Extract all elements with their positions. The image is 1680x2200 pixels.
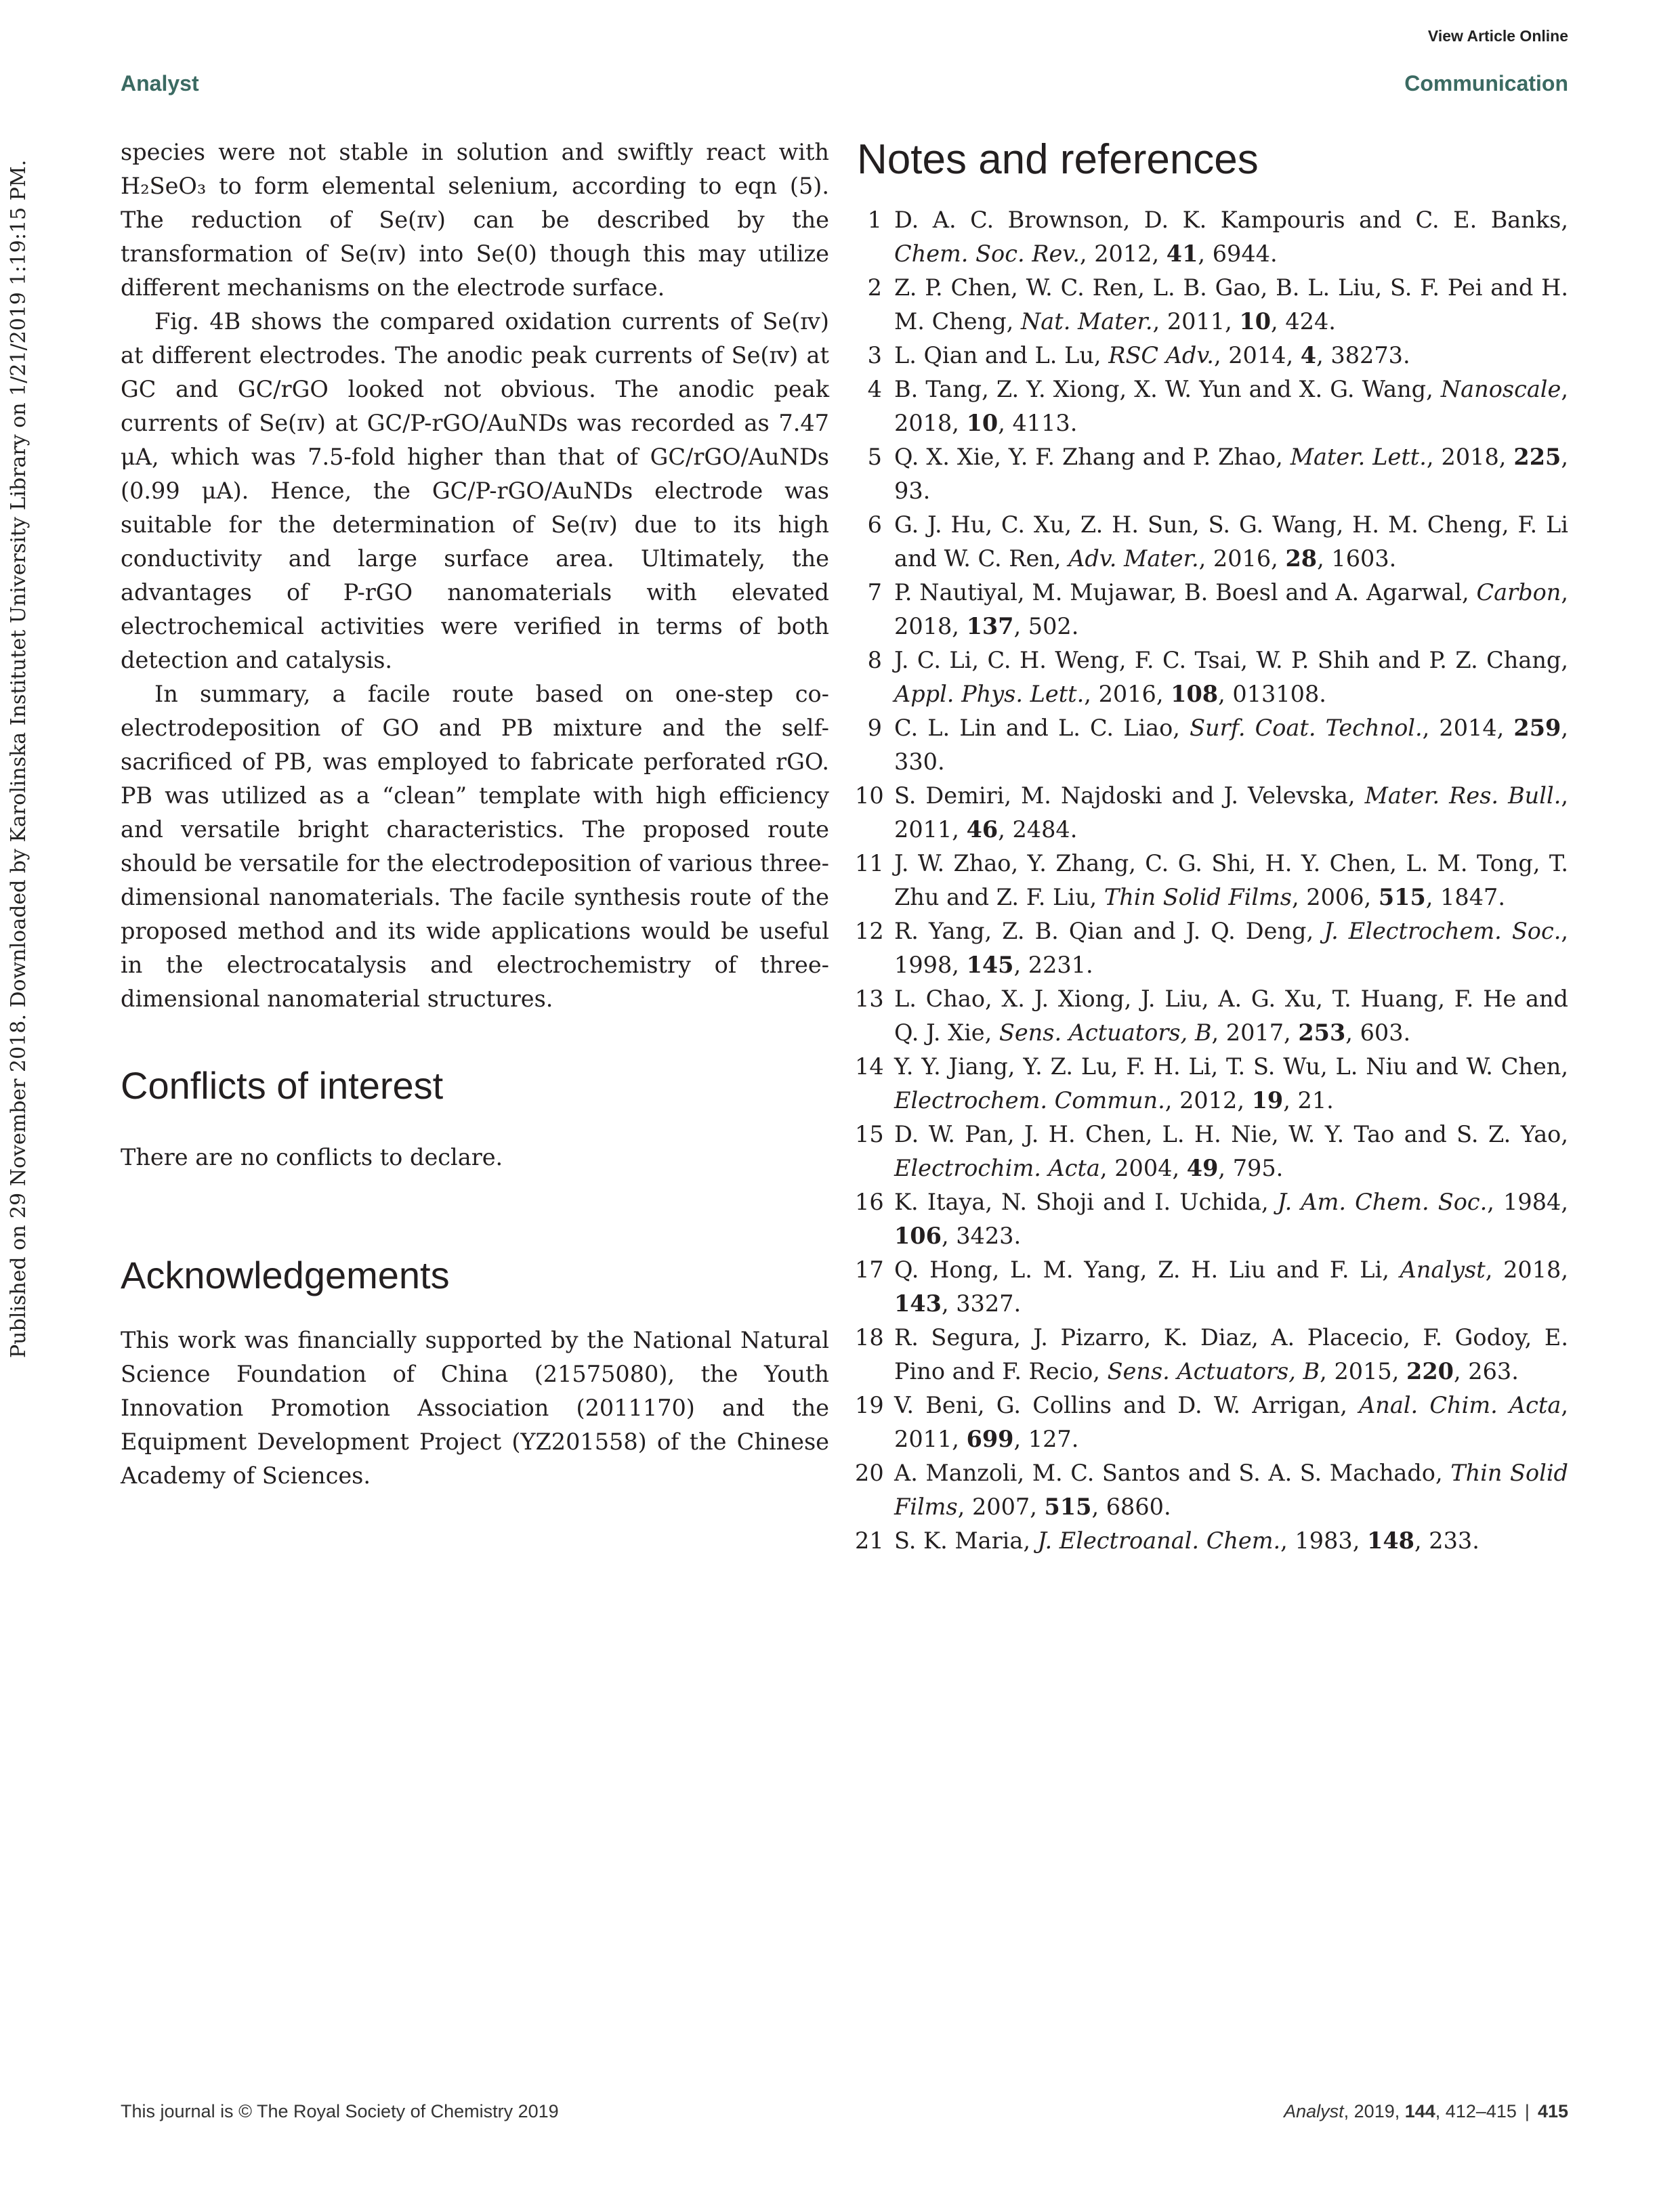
reference-year: , 1983, xyxy=(1280,1527,1368,1554)
reference-authors: Q. X. Xie, Y. F. Zhang and P. Zhao, xyxy=(894,444,1290,470)
reference-volume: 4 xyxy=(1300,342,1317,368)
reference-authors: L. Chao, X. J. Xiong, J. Liu, A. G. Xu, T. Huang, F. He and Q. J. Xie, xyxy=(894,986,1568,1046)
reference-item xyxy=(855,508,1568,576)
reference-number: 8 xyxy=(867,647,882,673)
reference-authors: K. Itaya, N. Shoji and I. Uchida, xyxy=(894,1189,1278,1215)
reference-item xyxy=(855,711,1568,779)
reference-volume: 220 xyxy=(1406,1358,1454,1384)
reference-item xyxy=(855,1524,1568,1558)
view-article-online-link[interactable]: View Article Online xyxy=(1427,27,1568,45)
reference-journal: Nanoscale xyxy=(1440,376,1561,402)
reference-pages: , 127. xyxy=(1013,1426,1079,1452)
reference-number: 12 xyxy=(855,918,884,944)
reference-text xyxy=(894,1189,1568,1249)
reference-text xyxy=(894,715,1568,775)
reference-volume: 143 xyxy=(894,1290,942,1317)
reference-volume: 253 xyxy=(1298,1019,1346,1046)
reference-journal: J. Electroanal. Chem. xyxy=(1037,1527,1281,1554)
reference-pages: , 6944. xyxy=(1198,240,1278,267)
reference-item xyxy=(855,779,1568,847)
footer-separator: | xyxy=(1524,2101,1530,2121)
reference-number: 13 xyxy=(855,986,884,1012)
reference-text xyxy=(894,376,1568,436)
reference-year: , 2011, xyxy=(894,1392,1568,1452)
reference-pages: , 2484. xyxy=(998,816,1078,843)
reference-pages: , 1847. xyxy=(1425,884,1505,910)
reference-item xyxy=(855,643,1568,711)
reference-year: , 2011, xyxy=(894,782,1568,843)
conflicts-text: There are no conflicts to declare. xyxy=(121,1144,503,1170)
reference-year: , 2012, xyxy=(1164,1087,1252,1114)
reference-journal: Chem. Soc. Rev. xyxy=(894,240,1080,267)
reference-journal: J. Electrochem. Soc. xyxy=(1324,918,1561,944)
notes-references-heading: Notes and references xyxy=(857,136,1259,183)
reference-number: 15 xyxy=(855,1121,884,1147)
reference-number: 18 xyxy=(855,1324,884,1351)
reference-journal: Analyst xyxy=(1400,1256,1486,1283)
acknowledgements-heading: Acknowledgements xyxy=(121,1254,450,1296)
reference-authors: S. Demiri, M. Najdoski and J. Velevska, xyxy=(894,782,1365,809)
reference-year: , 2006, xyxy=(1292,884,1379,910)
reference-text xyxy=(894,647,1568,707)
reference-pages: , 21. xyxy=(1283,1087,1334,1114)
reference-year: , 2011, xyxy=(1152,308,1240,335)
footer-pages: , 412–415 xyxy=(1435,2101,1517,2121)
reference-pages: , 603. xyxy=(1345,1019,1411,1046)
reference-item xyxy=(855,1118,1568,1185)
reference-number: 21 xyxy=(855,1527,884,1554)
reference-year: , 2012, xyxy=(1079,240,1167,267)
page-number: 415 xyxy=(1537,2101,1568,2121)
reference-year: , 2004, xyxy=(1099,1155,1187,1181)
reference-journal: Nat. Mater. xyxy=(1020,308,1153,335)
reference-authors: D. W. Pan, J. H. Chen, L. H. Nie, W. Y. Tao and S. Z. Yao, xyxy=(894,1121,1568,1147)
reference-volume: 46 xyxy=(966,816,999,843)
reference-journal: Appl. Phys. Lett. xyxy=(894,681,1085,707)
reference-authors: S. K. Maria, xyxy=(894,1527,1038,1554)
reference-journal: Electrochim. Acta xyxy=(894,1155,1100,1181)
footer-year: , 2019, xyxy=(1343,2101,1405,2121)
reference-journal: Carbon xyxy=(1476,579,1561,606)
reference-year: , 1998, xyxy=(894,918,1569,978)
reference-number: 6 xyxy=(867,511,882,538)
reference-year: , 2018, xyxy=(1426,444,1514,470)
reference-item xyxy=(855,1185,1568,1253)
reference-number: 5 xyxy=(867,444,882,470)
acknowledgements-text: This work was financially supported by the National Natural Science Foundation of China (21575080), the Youth Innovation Promotion Association (2011170) and the Equipment Development Project (YZ201558) of the Chinese Academy of Sciences. xyxy=(121,1327,829,1489)
reference-authors: G. J. Hu, C. Xu, Z. H. Sun, S. G. Wang, H. M. Cheng, F. Li and W. C. Ren, xyxy=(894,511,1568,572)
reference-authors: P. Nautiyal, M. Mujawar, B. Boesl and A. Agarwal, xyxy=(894,579,1477,606)
reference-year: , 2016, xyxy=(1084,681,1171,707)
reference-year: , 2018, xyxy=(894,376,1568,436)
reference-journal: Mater. Lett. xyxy=(1290,444,1427,470)
reference-item xyxy=(855,373,1568,440)
reference-year: , 2018, xyxy=(1485,1256,1568,1283)
reference-journal: Surf. Coat. Technol. xyxy=(1190,715,1423,741)
reference-text xyxy=(894,1053,1568,1114)
reference-pages: , 1603. xyxy=(1317,545,1397,572)
reference-list xyxy=(855,203,1568,1558)
reference-pages: , 795. xyxy=(1218,1155,1284,1181)
reference-year: , 2015, xyxy=(1320,1358,1407,1384)
reference-number: 10 xyxy=(855,782,884,809)
reference-year: , 2007, xyxy=(957,1494,1045,1520)
reference-number: 1 xyxy=(867,207,882,233)
reference-authors: B. Tang, Z. Y. Xiong, X. W. Yun and X. G. Wang, xyxy=(894,376,1441,402)
reference-year: , 2016, xyxy=(1198,545,1286,572)
footer-citation xyxy=(1284,2101,1568,2122)
reference-number: 14 xyxy=(855,1053,884,1080)
reference-number: 17 xyxy=(855,1256,884,1283)
reference-text xyxy=(894,1256,1568,1317)
footer-volume: 144 xyxy=(1404,2101,1435,2121)
reference-journal: Electrochem. Commun. xyxy=(894,1087,1165,1114)
reference-journal: Adv. Mater. xyxy=(1068,545,1199,572)
reference-authors: Z. P. Chen, W. C. Ren, L. B. Gao, B. L. Liu, S. F. Pei and H. M. Cheng, xyxy=(894,274,1568,335)
reference-pages: , 424. xyxy=(1271,308,1336,335)
reference-year: , 2014, xyxy=(1422,715,1514,741)
reference-pages: , 6860. xyxy=(1091,1494,1171,1520)
reference-text xyxy=(894,511,1568,572)
reference-text xyxy=(894,986,1568,1046)
reference-authors: J. W. Zhao, Y. Zhang, C. G. Shi, H. Y. Chen, L. M. Tong, T. Zhu and Z. F. Liu, xyxy=(894,850,1568,910)
reference-journal: J. Am. Chem. Soc. xyxy=(1277,1189,1488,1215)
body-paragraph: species were not stable in solution and swiftly react with H₂SeO₃ to form elemental selenium, according to eqn (5). The reduction of Se(ɪᴠ) can be described by the transformation of Se(ɪᴠ) into Se(0) though this may utilize different mechanisms on the electrode surface. xyxy=(121,139,829,301)
reference-pages: , 3327. xyxy=(941,1290,1022,1317)
reference-volume: 148 xyxy=(1367,1527,1414,1554)
reference-pages: , 93. xyxy=(894,444,1568,504)
reference-text xyxy=(894,918,1568,978)
reference-text xyxy=(894,274,1568,335)
reference-authors: L. Qian and L. Lu, xyxy=(894,342,1109,368)
reference-authors: V. Beni, G. Collins and D. W. Arrigan, xyxy=(894,1392,1360,1418)
reference-year: , 2018, xyxy=(894,579,1568,639)
running-header-article-type: Communication xyxy=(1404,71,1568,96)
reference-volume: 699 xyxy=(966,1426,1014,1452)
reference-authors: A. Manzoli, M. C. Santos and S. A. S. Machado, xyxy=(894,1460,1451,1486)
reference-pages: , 013108. xyxy=(1218,681,1326,707)
reference-pages: , 2231. xyxy=(1013,952,1093,978)
reference-volume: 10 xyxy=(966,410,999,436)
reference-item xyxy=(855,914,1568,982)
reference-number: 19 xyxy=(855,1392,884,1418)
reference-pages: , 263. xyxy=(1453,1358,1519,1384)
reference-year: , 2017, xyxy=(1211,1019,1299,1046)
reference-authors: R. Yang, Z. B. Qian and J. Q. Deng, xyxy=(894,918,1324,944)
reference-number: 2 xyxy=(867,274,882,301)
reference-item xyxy=(855,1321,1568,1389)
body-paragraph: In summary, a facile route based on one-step co-electrodeposition of GO and PB mixture and the self-sacrificed of PB, was employed to fabricate perforated rGO. PB was utilized as a “clean” template with high efficiency and versatile bright characteristics. The proposed route should be versatile for the electrodeposition of various three-dimensional nanomaterials. The facile synthesis route of the proposed method and its wide applications would be useful in the electrocatalysis and electrochemistry of three-dimensional nanomaterial structures. xyxy=(121,681,829,1012)
download-side-note: Published on 29 November 2018. Downloaded by Karolinska Institutet University Library on 1/21/2019 1:19:15 PM. xyxy=(7,159,30,1358)
reference-text xyxy=(894,1392,1568,1452)
reference-authors: D. A. C. Brownson, D. K. Kampouris and C. E. Banks, xyxy=(894,207,1568,233)
reference-item xyxy=(855,203,1568,271)
reference-item xyxy=(855,1456,1568,1524)
reference-item xyxy=(855,576,1568,643)
body-paragraph: Fig. 4B shows the compared oxidation currents of Se(ɪᴠ) at different electrodes. The anodic peak currents of Se(ɪᴠ) at GC and GC/rGO looked not obvious. The anodic peak currents of Se(ɪᴠ) at GC/P-rGO/AuNDs was recorded as 7.47 μA, which was 7.5-fold higher than that of GC/rGO/AuNDs (0.99 μA). Hence, the GC/P-rGO/AuNDs electrode was suitable for the determination of Se(ɪᴠ) due to its high conductivity and large surface area. Ultimately, the advantages of P-rGO nanomaterials with elevated electrochemical activities were verified in terms of both detection and catalysis. xyxy=(121,308,829,673)
reference-year: , 1984, xyxy=(1487,1189,1568,1215)
reference-pages: , 330. xyxy=(894,715,1568,775)
reference-pages: , 4113. xyxy=(998,410,1078,436)
reference-number: 7 xyxy=(867,579,882,606)
reference-volume: 137 xyxy=(966,613,1014,639)
reference-pages: , 502. xyxy=(1013,613,1079,639)
reference-year: , 2014, xyxy=(1213,342,1301,368)
reference-volume: 225 xyxy=(1513,444,1561,470)
reference-volume: 41 xyxy=(1166,240,1198,267)
reference-number: 3 xyxy=(867,342,882,368)
reference-text xyxy=(894,850,1568,910)
reference-text xyxy=(894,1121,1568,1181)
reference-pages: , 233. xyxy=(1414,1527,1479,1554)
reference-text xyxy=(894,782,1568,843)
reference-item xyxy=(855,1050,1568,1118)
reference-authors: J. C. Li, C. H. Weng, F. C. Tsai, W. P. Shih and P. Z. Chang, xyxy=(894,647,1568,673)
reference-journal: Mater. Res. Bull. xyxy=(1364,782,1561,809)
reference-text xyxy=(894,207,1568,267)
reference-text xyxy=(894,1527,1479,1554)
reference-item xyxy=(855,1253,1568,1321)
reference-authors: Q. Hong, L. M. Yang, Z. H. Liu and F. Li, xyxy=(894,1256,1400,1283)
body-text-column xyxy=(121,135,829,1016)
reference-volume: 19 xyxy=(1251,1087,1284,1114)
reference-number: 11 xyxy=(855,850,884,876)
reference-pages: , 3423. xyxy=(941,1223,1022,1249)
reference-authors: Y. Y. Jiang, Y. Z. Lu, F. H. Li, T. S. Wu, L. Niu and W. Chen, xyxy=(894,1053,1568,1080)
reference-journal: Anal. Chim. Acta xyxy=(1359,1392,1561,1418)
reference-journal: Thin Solid Films xyxy=(1104,884,1292,910)
reference-volume: 259 xyxy=(1513,715,1561,741)
reference-authors: R. Segura, J. Pizarro, K. Diaz, A. Placecio, F. Godoy, E. Pino and F. Recio, xyxy=(894,1324,1568,1384)
footer-journal: Analyst xyxy=(1284,2101,1344,2121)
reference-volume: 10 xyxy=(1239,308,1272,335)
reference-volume: 108 xyxy=(1171,681,1219,707)
reference-volume: 515 xyxy=(1044,1494,1092,1520)
reference-item xyxy=(855,339,1568,373)
reference-journal: Thin Solid Films xyxy=(894,1460,1568,1520)
reference-journal: Sens. Actuators, B xyxy=(1107,1358,1320,1384)
footer-copyright: This journal is © The Royal Society of Chemistry 2019 xyxy=(121,2101,559,2121)
reference-text xyxy=(894,444,1568,504)
reference-number: 4 xyxy=(867,376,882,402)
reference-volume: 145 xyxy=(966,952,1014,978)
reference-volume: 28 xyxy=(1285,545,1318,572)
reference-text xyxy=(894,579,1568,639)
reference-volume: 515 xyxy=(1378,884,1426,910)
reference-text xyxy=(894,1460,1568,1520)
reference-number: 16 xyxy=(855,1189,884,1215)
reference-journal: Sens. Actuators, B xyxy=(999,1019,1212,1046)
reference-item xyxy=(855,271,1568,339)
reference-item xyxy=(855,1389,1568,1456)
reference-journal: RSC Adv. xyxy=(1108,342,1214,368)
reference-number: 20 xyxy=(855,1460,884,1486)
reference-item xyxy=(855,440,1568,508)
reference-text xyxy=(894,1324,1568,1384)
reference-item xyxy=(855,982,1568,1050)
conflicts-heading: Conflicts of interest xyxy=(121,1064,444,1107)
reference-volume: 106 xyxy=(894,1223,942,1249)
reference-text xyxy=(894,342,1410,368)
running-header-journal: Analyst xyxy=(121,71,199,96)
reference-authors: C. L. Lin and L. C. Liao, xyxy=(894,715,1190,741)
reference-volume: 49 xyxy=(1186,1155,1219,1181)
reference-number: 9 xyxy=(867,715,882,741)
reference-item xyxy=(855,847,1568,914)
reference-pages: , 38273. xyxy=(1316,342,1410,368)
